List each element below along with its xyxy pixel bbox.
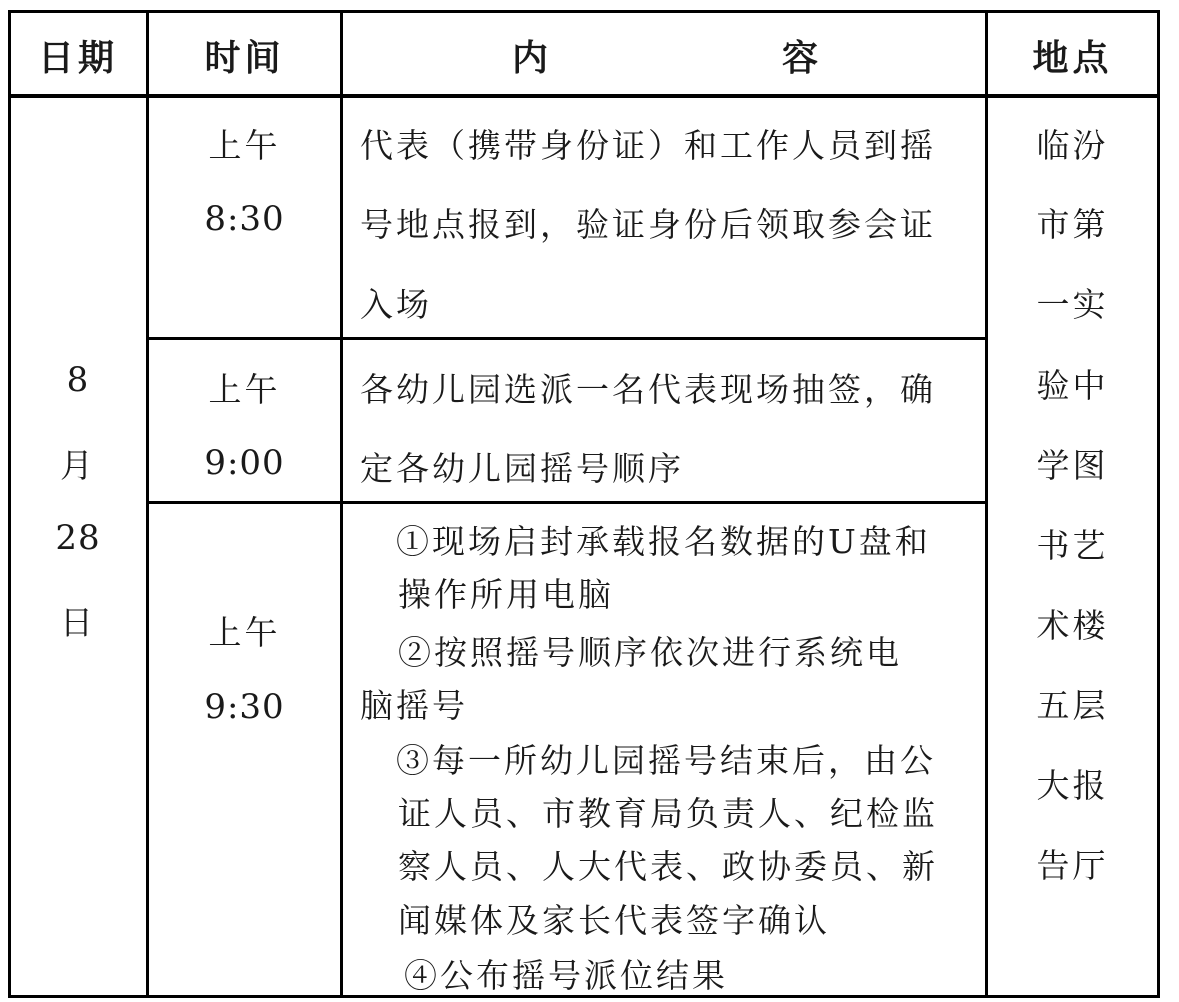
content-row2-line1: 各幼儿园选派一名代表现场抽签，确 <box>360 370 936 409</box>
content-row1-line1: 代表（携带身份证）和工作人员到摇 <box>360 126 936 165</box>
content-row3-line3: ②按照摇号顺序依次进行系统电 <box>398 633 902 672</box>
col-divider-2 <box>340 10 343 998</box>
content-row3-line7: 察人员、人大代表、政协委员、新 <box>398 847 938 886</box>
header-time: 时间 <box>204 37 285 79</box>
content-row3-line9: ④公布摇号派位结果 <box>404 956 728 995</box>
content-row1-line3: 入场 <box>360 285 432 324</box>
date-day-char: 日 <box>60 603 96 642</box>
header-date: 日期 <box>37 37 118 79</box>
time-period-1: 上午 <box>208 126 281 165</box>
date-day-number: 28 <box>55 518 101 558</box>
place-line-3: 一实 <box>1036 285 1109 324</box>
date-month-number: 8 <box>66 360 90 400</box>
place-line-10: 告厅 <box>1036 846 1109 885</box>
content-row2-line2: 定各幼儿园摇号顺序 <box>360 449 684 488</box>
content-row1-line2: 号地点报到，验证身份后领取参会证 <box>360 205 936 244</box>
row-divider-1 <box>146 337 988 340</box>
time-period-3: 上午 <box>208 613 281 652</box>
time-value-3: 9:30 <box>204 687 285 727</box>
place-line-6: 书艺 <box>1036 526 1109 565</box>
time-period-2: 上午 <box>208 370 281 409</box>
time-value-2: 9:00 <box>204 443 285 483</box>
content-row3-line4: 脑摇号 <box>360 686 468 725</box>
header-content-right: 容 <box>782 37 823 79</box>
content-row3-line6: 证人员、市教育局负责人、纪检监 <box>398 794 938 833</box>
content-row3-line8: 闻媒体及家长代表签字确认 <box>398 901 830 940</box>
place-line-1: 临汾 <box>1036 126 1109 165</box>
border-right <box>1157 10 1160 998</box>
place-line-2: 市第 <box>1036 205 1109 244</box>
border-left <box>8 10 11 998</box>
place-line-8: 五层 <box>1036 686 1109 725</box>
content-row3-line5: ③每一所幼儿园摇号结束后，由公 <box>396 741 936 780</box>
place-line-7: 术楼 <box>1036 606 1109 645</box>
place-line-9: 大报 <box>1036 766 1109 805</box>
row-divider-2 <box>146 501 988 504</box>
time-value-1: 8:30 <box>204 199 285 239</box>
header-content-left: 内 <box>512 37 553 79</box>
header-place: 地点 <box>1032 37 1113 79</box>
content-row3-line1: ①现场启封承载报名数据的U盘和 <box>396 522 931 561</box>
place-line-5: 学图 <box>1036 446 1109 485</box>
content-row3-line2: 操作所用电脑 <box>398 575 614 614</box>
place-line-4: 验中 <box>1036 366 1109 405</box>
date-month-char: 月 <box>60 446 96 485</box>
